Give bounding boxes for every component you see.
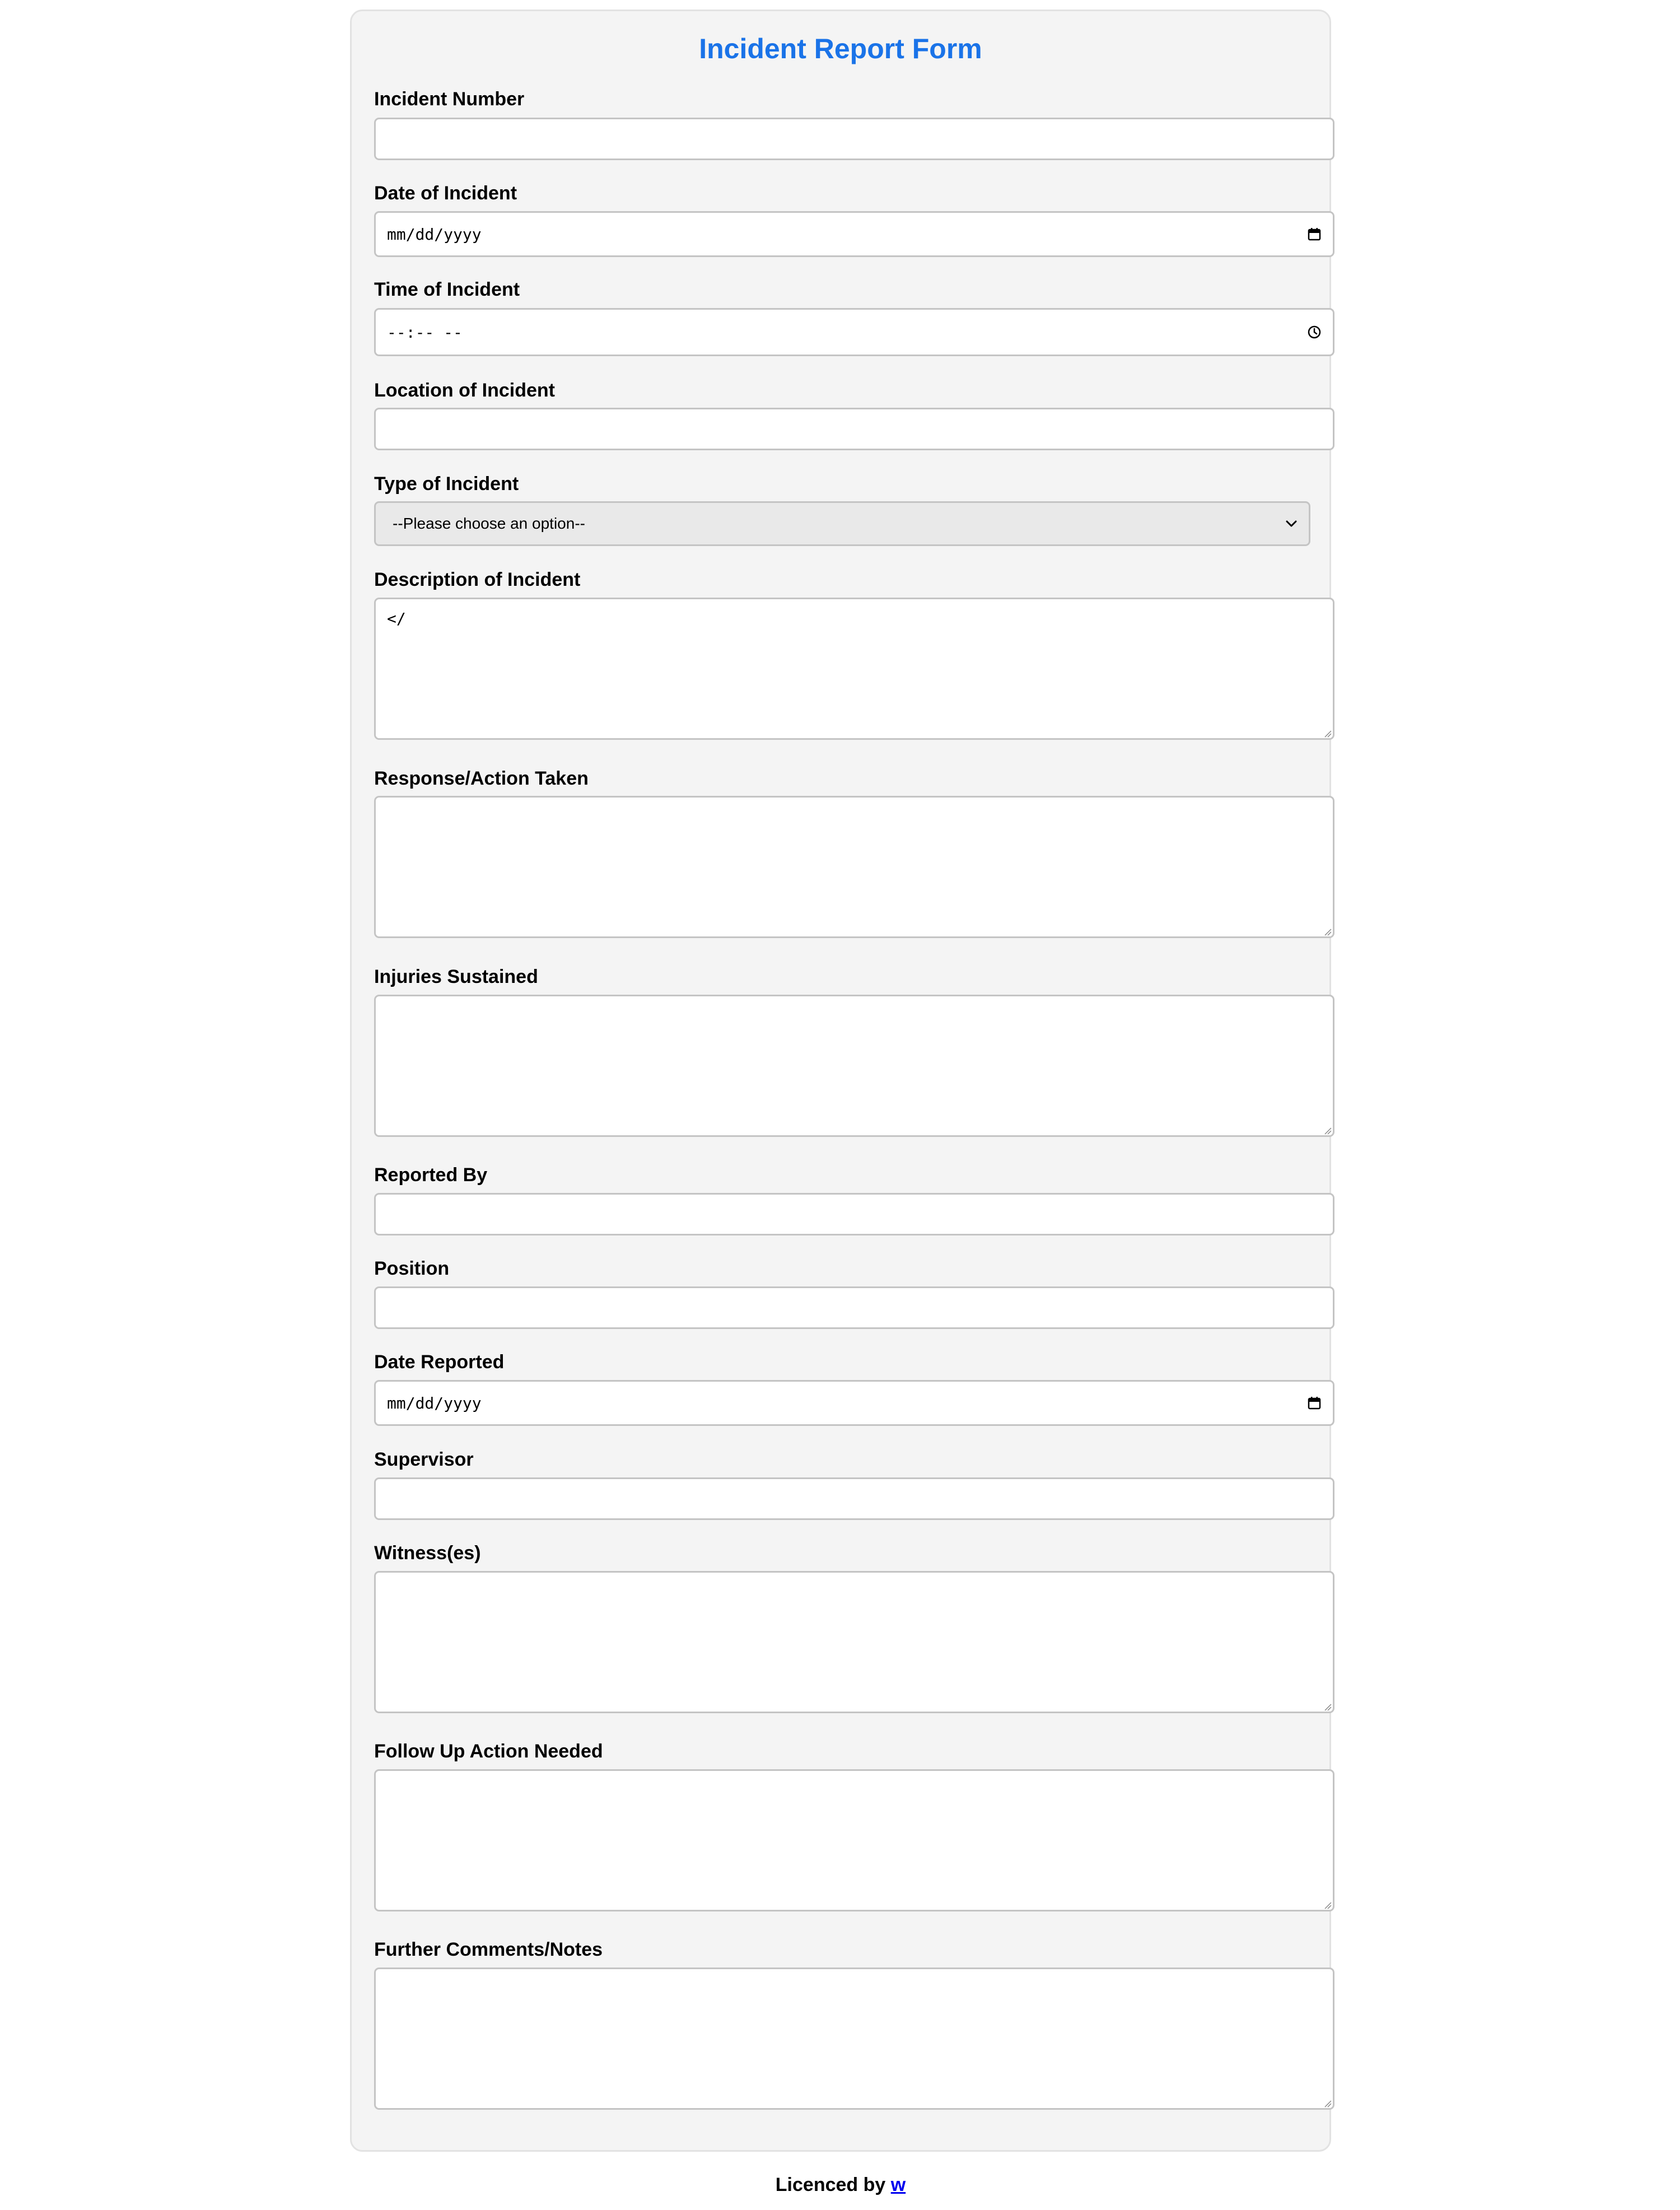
type-of-incident-selected: --Please choose an option-- [393, 515, 585, 532]
position-label: Position [374, 1258, 450, 1279]
supervisor-label: Supervisor [374, 1449, 474, 1470]
description-of-incident-textarea[interactable] [374, 598, 1334, 740]
reported-by-label: Reported By [374, 1164, 488, 1186]
supervisor-input[interactable] [374, 1477, 1334, 1520]
description-of-incident-label: Description of Incident [374, 569, 581, 590]
time-of-incident-input[interactable] [374, 308, 1334, 356]
resize-grip-icon[interactable] [1324, 928, 1332, 936]
footer-link[interactable]: w [890, 2174, 906, 2195]
injuries-sustained-label: Injuries Sustained [374, 966, 538, 987]
calendar-icon[interactable] [1307, 1396, 1322, 1410]
witnesses-label: Witness(es) [374, 1542, 481, 1564]
resize-grip-icon[interactable] [1324, 730, 1332, 738]
time-of-incident-placeholder: --:-- -- [387, 323, 463, 342]
resize-grip-icon[interactable] [1324, 1127, 1332, 1135]
resize-grip-icon[interactable] [1324, 1901, 1332, 1909]
date-of-incident-placeholder: mm/dd/yyyy [387, 225, 482, 244]
date-of-incident-input[interactable] [374, 211, 1334, 257]
location-of-incident-label: Location of Incident [374, 380, 555, 401]
position-input[interactable] [374, 1286, 1334, 1329]
reported-by-input[interactable] [374, 1193, 1334, 1235]
type-of-incident-select[interactable] [374, 501, 1310, 546]
date-reported-label: Date Reported [374, 1351, 505, 1373]
form-title: Incident Report Form [699, 33, 982, 64]
resize-grip-icon[interactable] [1324, 1703, 1332, 1711]
response-action-taken-label: Response/Action Taken [374, 768, 589, 789]
footer [350, 2174, 1331, 2196]
injuries-sustained-textarea[interactable] [374, 995, 1334, 1137]
incident-number-input[interactable] [374, 118, 1334, 160]
follow-up-action-needed-label: Follow Up Action Needed [374, 1741, 603, 1762]
witnesses-textarea[interactable] [374, 1571, 1334, 1713]
further-comments-notes-label: Further Comments/Notes [374, 1939, 603, 1960]
time-of-incident-label: Time of Incident [374, 279, 520, 300]
resize-grip-icon[interactable] [1324, 2100, 1332, 2108]
further-comments-notes-textarea[interactable] [374, 1967, 1334, 2110]
incident-number-label: Incident Number [374, 88, 525, 110]
location-of-incident-input[interactable] [374, 408, 1334, 450]
date-of-incident-label: Date of Incident [374, 183, 517, 204]
date-reported-placeholder: mm/dd/yyyy [387, 1393, 482, 1412]
chevron-down-icon [1285, 517, 1298, 530]
footer-text: Licenced by [775, 2174, 886, 2195]
follow-up-action-needed-textarea[interactable] [374, 1769, 1334, 1911]
calendar-icon[interactable] [1307, 227, 1322, 241]
type-of-incident-label: Type of Incident [374, 473, 519, 495]
date-reported-input[interactable] [374, 1380, 1334, 1426]
response-action-taken-textarea[interactable] [374, 796, 1334, 938]
clock-icon[interactable] [1307, 325, 1322, 339]
